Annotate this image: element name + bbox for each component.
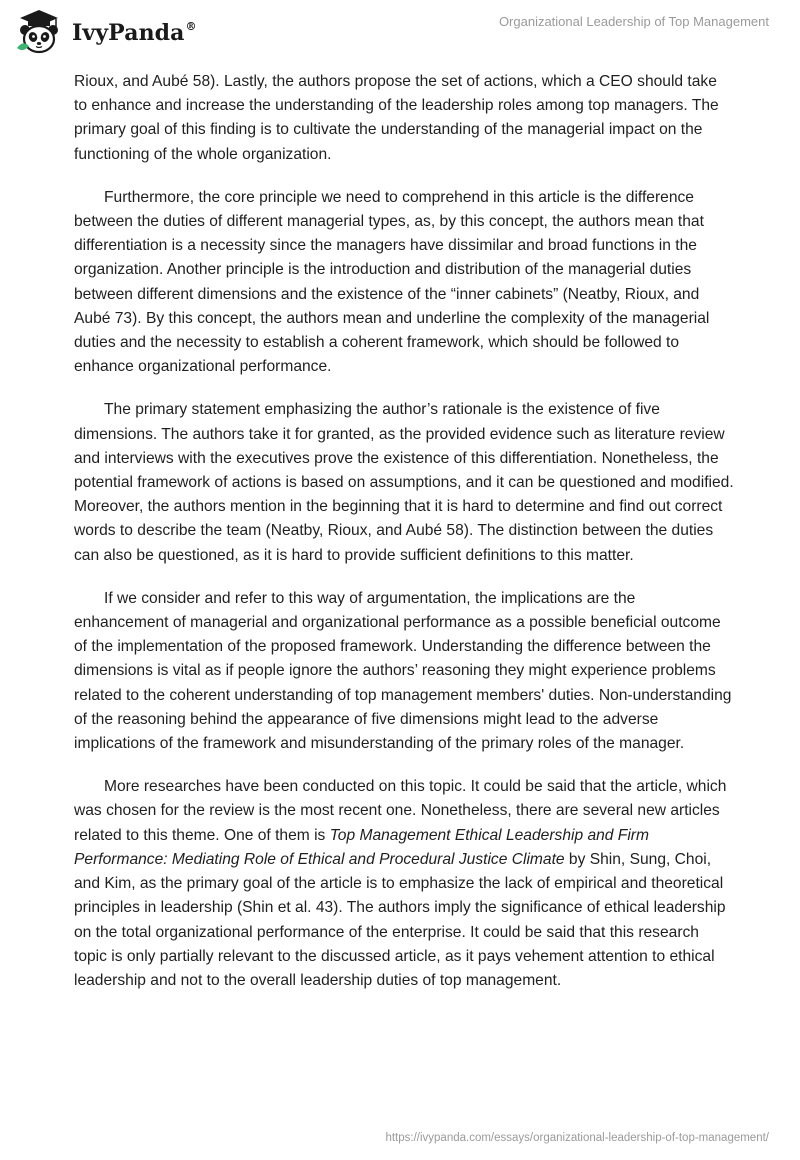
paragraph: The primary statement emphasizing the author’s rationale is the existence of five dimensions. The authors take it for granted, as the provided evidence such as literature review and interviews with the executives prove the existence of this differentiation. Nonetheless, the potential framework of actions is based on assumptions, and it can be questioned and modified. Moreover, the authors mention in the beginning that it is hard to determine and find out correct words to describe the team (Neatby, Rioux, and Aubé 58). The distinction between the duties can also be questioned, as it is hard to provide sufficient definitions to this matter. <box>74 401 734 564</box>
ivypanda-logo[interactable] <box>14 8 197 56</box>
paragraph: If we consider and refer to this way of argumentation, the implications are the enhancement of managerial and organizational performance as a possible beneficial outcome of the implementation of the proposed framework. Understanding the difference between the dimensions is vital as if people ignore the authors’ reasoning they might experience problems related to the coherent understanding of top management members' duties. Non-understanding of the reasoning behind the appearance of five dimensions might lead to the adverse implications of the framework and misunderstanding of the primary roles of the manager. <box>74 589 732 753</box>
document-title: Organizational Leadership of Top Management <box>498 14 769 29</box>
paragraph: Furthermore, the core principle we need to comprehend in this article is the difference between the duties of different managerial types, as, by this concept, the authors mean that differentiation is a necessity since the managers have dissimilar and broad functions in the organization. Another principle is the introduction and distribution of the managerial duties between different dimensions and the existence of the “inner cabinets” (Neatby, Rioux, and Aubé 73). By this concept, the authors mean and underline the complexity of the managerial duties and the necessity to establish a coherent framework, which should be followed to enhance organizational performance. <box>74 188 710 376</box>
paragraph <box>74 775 734 993</box>
brand-name: IvyPanda® <box>72 20 197 46</box>
page-header <box>0 0 800 60</box>
paragraph-text: by Shin, Sung, Choi, and Kim, as the primary goal of the article is to emphasize the lack of empirical and theoretical principles in leadership (Shin et al. 43). The authors imply the significance of ethical leadership on the total organizational performance of the enterprise. It could be said that this research topic is only partially relevant to the discussed article, as it pays vehement attention to ethical leadership and not to the overall leadership duties of top management. <box>74 850 726 989</box>
cited-article-title: Top Management Ethical Leadership and Firm Performance: Mediating Role of Ethical and Procedural Justice Climate <box>74 826 649 868</box>
source-url[interactable]: https://ivypanda.com/essays/organizational-leadership-of-top-management/ <box>385 1132 769 1144</box>
paragraph: Rioux, and Aubé 58). Lastly, the authors propose the set of actions, which a CEO should take to enhance and increase the understanding of the leadership roles among top managers. The primary goal of this finding is to cultivate the understanding of the managerial impact on the functioning of the whole organization. <box>74 73 719 163</box>
paragraph-text: More researches have been conducted on this topic. It could be said that the article, which was chosen for the review is the most recent one. Nonetheless, there are several new articles related to this theme. One of them is <box>74 778 727 844</box>
registered-mark: ® <box>185 20 197 33</box>
essay-body <box>74 70 734 1012</box>
panda-graduate-icon <box>14 8 64 56</box>
